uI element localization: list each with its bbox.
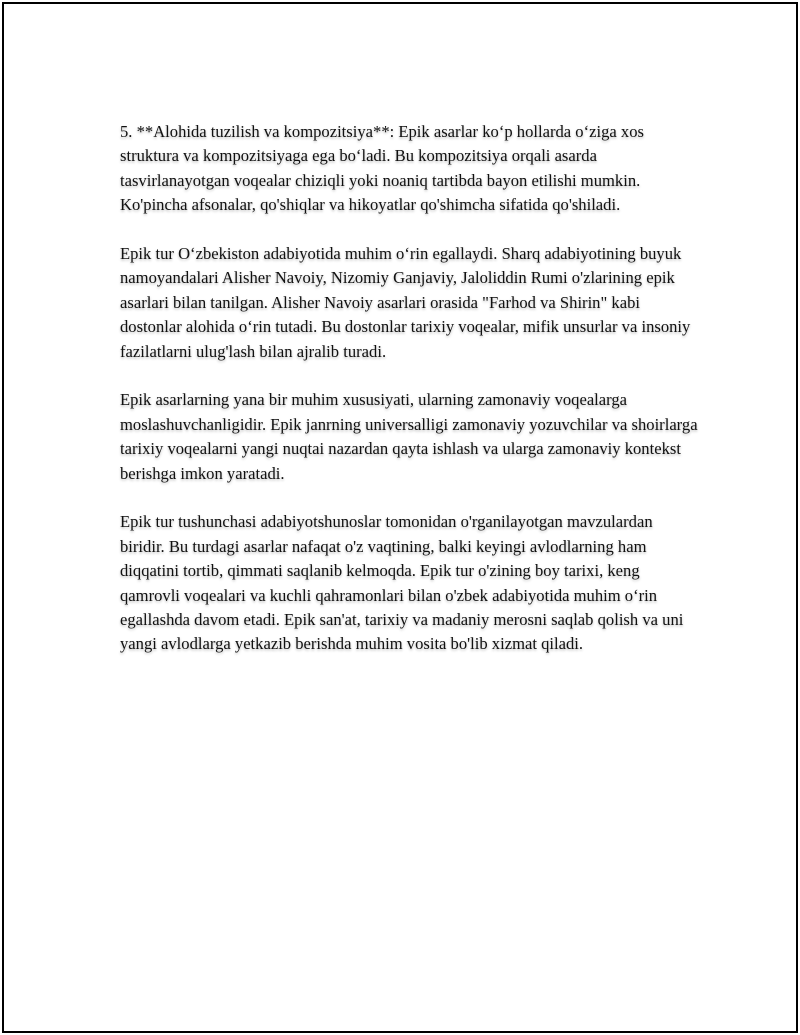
document-body	[120, 120, 700, 681]
paragraph-conclusion: Epik tur tushunchasi adabiyotshunoslar tomonidan o'rganilayotgan mavzulardan biridir. Bu turdagi asarlar nafaqat o'z vaqtining, balki keyingi avlodlarning ham diqqatini tortib, qimmati saqlanib kelmoqda. Epik tur o'zining boy tarixi, keng qamrovli voqealari va kuchli qahramonlari bilan o'zbek adabiyotida muhim o‘rin egallashda davom etadi. Epik san'at, tarixiy va madaniy merosni saqlab qolish va uni yangi avlodlarga yetkazib berishda muhim vosita bo'lib xizmat qiladi.	[120, 512, 684, 654]
paragraph-composition: 5. **Alohida tuzilish va kompozitsiya**: Epik asarlar ko‘p hollarda o‘ziga xos struktura va kompozitsiyaga ega bo‘ladi. Bu kompozitsiya orqali asarda tasvirlanayotgan voqealar chiziqli yoki noaniq tartibda bayon etilishi mumkin. Ko'pincha afsonalar, qo'shiqlar va hikoyatlar qo'shimcha sifatida qo'shiladi.	[120, 122, 644, 215]
paragraph-modern-adaptability: Epik asarlarning yana bir muhim xususiyati, ularning zamonaviy voqealarga moslashuvchanligidir. Epik janrning universalligi zamonaviy yozuvchilar va shoirlarga tarixiy voqealarni yangi nuqtai nazardan qayta ishlash va ularga zamonaviy kontekst berishga imkon yaratadi.	[120, 390, 698, 483]
paragraph-uzbek-literature: Epik tur O‘zbekiston adabiyotida muhim o‘rin egallaydi. Sharq adabiyotining buyuk namoyandalari Alisher Navoiy, Nizomiy Ganjaviy, Jaloliddin Rumi o'zlarining epik asarlari bilan tanilgan. Alisher Navoiy asarlari orasida "Farhod va Shirin" kabi dostonlar alohida o‘rin tutadi. Bu dostonlar tarixiy voqealar, mifik unsurlar va insoniy fazilatlarni ulug'lash bilan ajralib turadi.	[120, 244, 691, 361]
page-border	[2, 2, 798, 1033]
